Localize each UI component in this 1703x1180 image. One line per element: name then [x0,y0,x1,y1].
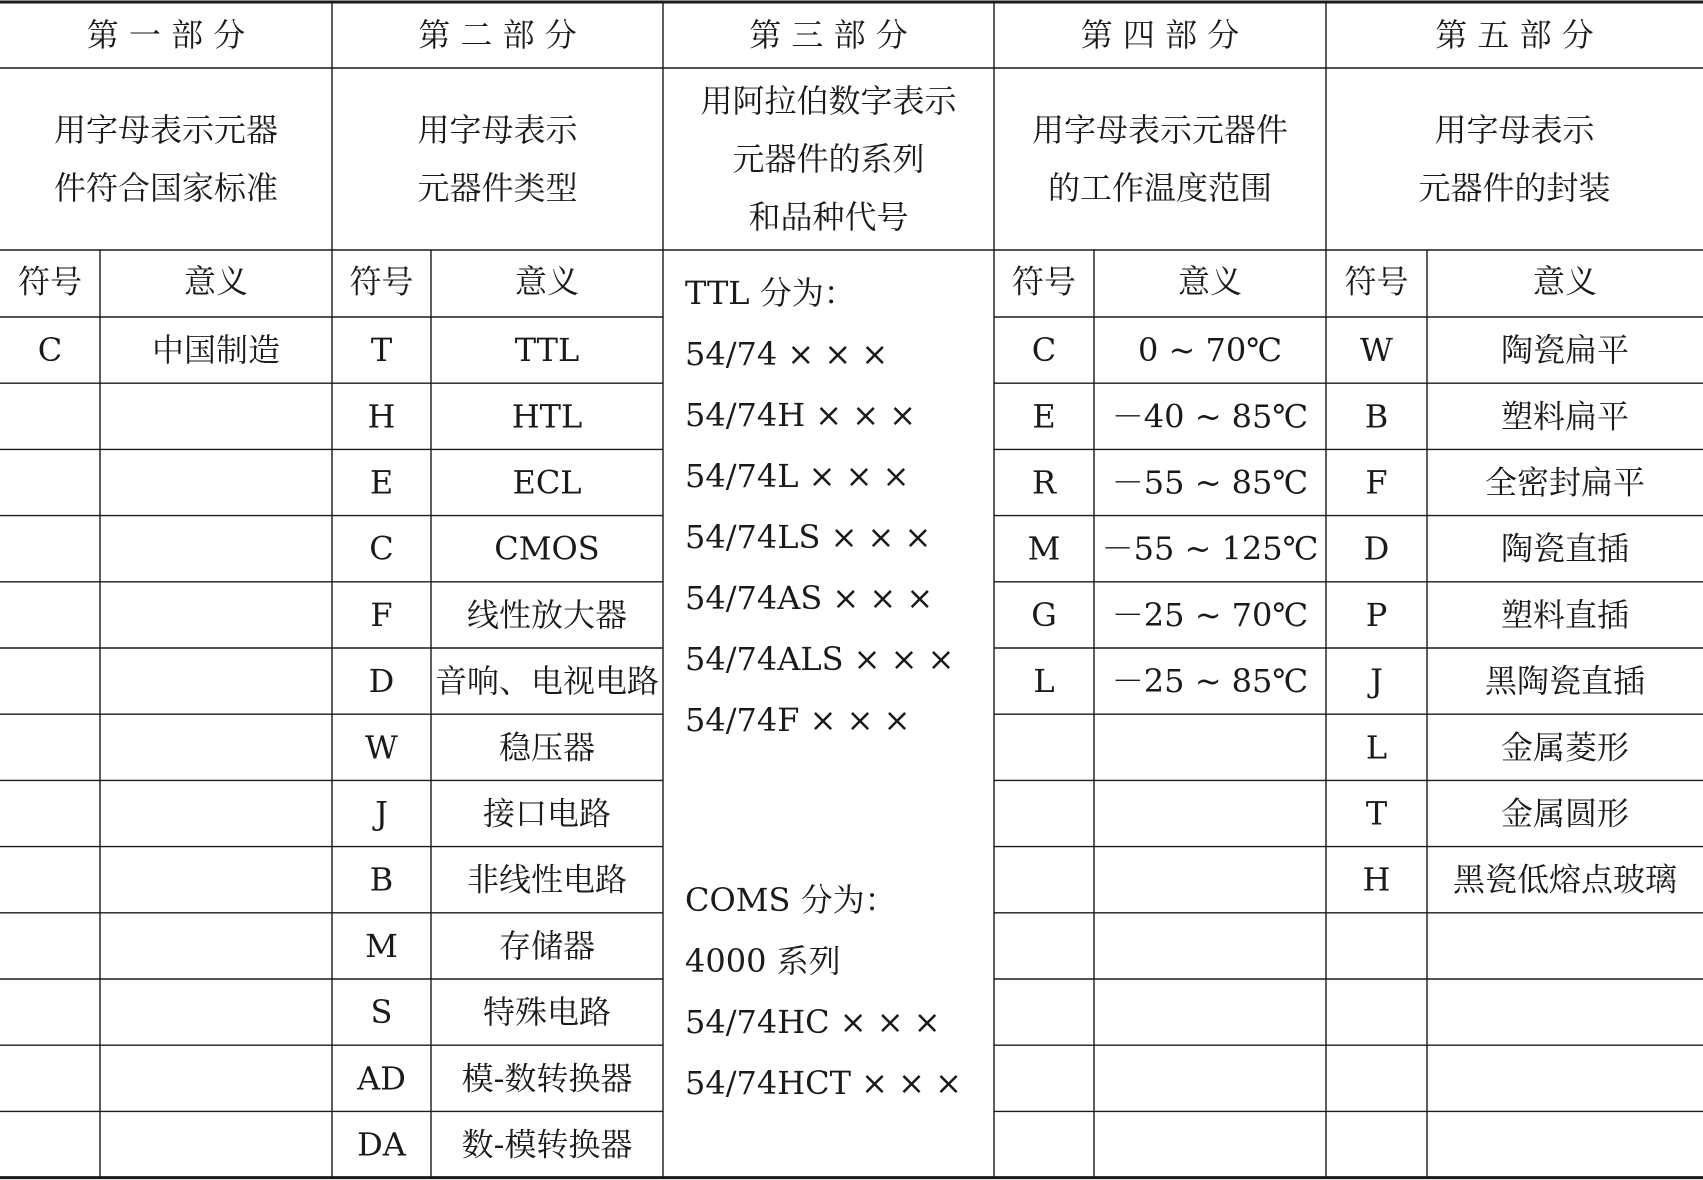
row-meaning: 陶瓷直插 [1500,529,1630,568]
row-symbol: F [1365,463,1388,502]
part3-ttl-item: 54/74ALS × × × [685,640,955,678]
row-symbol: L [1365,728,1388,767]
part3-cmos-item: 54/74HCT × × × [685,1064,962,1102]
col-symbol-label: 符号 [17,262,83,301]
part-description-5: 用字母表示 [1434,111,1595,149]
row-meaning: 黑陶瓷直插 [1484,662,1646,701]
row-symbol: D [368,662,395,701]
row-meaning: HTL [511,397,583,436]
row-symbol: W [1360,331,1393,370]
part-description-1: 用字母表示元器 [53,111,279,149]
row-meaning: －55 ~ 85℃ [1111,463,1309,502]
part-header-5: 第 五 部 分 [1435,16,1594,54]
row-meaning: 数-模转换器 [461,1125,633,1164]
row-symbol: DA [357,1125,406,1164]
part-description-5: 元器件的封装 [1418,169,1611,207]
row-symbol: E [1032,397,1056,436]
row-meaning: 存储器 [498,926,596,965]
row-meaning: 塑料扁平 [1500,397,1630,436]
row-symbol: S [370,993,393,1032]
part-description-3: 用阿拉伯数字表示 [700,82,957,120]
row-meaning: ECL [512,463,582,502]
row-symbol: P [1365,595,1388,634]
row-symbol: E [369,463,394,502]
row-symbol: D [1363,529,1390,568]
part-header-1: 第 一 部 分 [86,16,246,54]
row-meaning: CMOS [494,529,600,568]
table-text [18,16,1677,1164]
row-symbol: C [1031,331,1057,370]
row-meaning: 接口电路 [482,794,612,833]
part3-cmos-item: 4000 系列 [685,942,841,980]
row-meaning: 非线性电路 [466,860,628,899]
row-meaning: 塑料直插 [1500,595,1630,634]
row-meaning: 金属菱形 [1500,728,1630,767]
col-symbol-label: 符号 [1011,262,1077,301]
row-meaning: 特殊电路 [482,993,612,1032]
part-description-4: 的工作温度范围 [1047,169,1273,207]
row-meaning: －40 ~ 85℃ [1111,397,1309,436]
row-symbol: C [37,331,63,370]
col-symbol-label: 符号 [1344,262,1409,301]
row-meaning: 陶瓷扁平 [1500,331,1630,370]
row-meaning: TTL [514,331,580,370]
col-meaning-label: 意义 [1177,262,1243,301]
row-symbol: AD [357,1059,406,1098]
part-description-2: 元器件类型 [417,169,578,207]
row-symbol: H [1362,860,1391,899]
row-symbol: B [369,860,394,899]
row-meaning: 中国制造 [151,331,281,370]
row-meaning: 金属圆形 [1500,794,1630,833]
part3-cmos-item: 54/74HC × × × [685,1003,941,1041]
row-symbol: G [1031,595,1057,634]
part3-ttl-item: 54/74 × × × [685,335,889,373]
col-meaning-label: 意义 [514,262,580,301]
row-symbol: T [1365,794,1388,833]
col-meaning-label: 意义 [183,262,249,301]
part3-ttl-item: 54/74F × × × [685,701,911,739]
row-meaning: 模-数转换器 [461,1059,633,1098]
row-meaning: －25 ~ 70℃ [1111,595,1309,634]
row-symbol: M [365,926,398,965]
part3-ttl-item: 54/74L × × × [685,457,910,495]
row-symbol: J [375,794,388,833]
col-symbol-label: 符号 [349,262,414,301]
part-header-4: 第 四 部 分 [1080,16,1240,54]
row-symbol: M [1027,529,1061,568]
row-symbol: W [365,728,398,767]
row-meaning: 全密封扁平 [1484,463,1646,502]
part3-cmos-title: COMS 分为： [685,881,897,919]
row-symbol: L [1033,662,1055,701]
row-meaning: －55 ~ 125℃ [1101,529,1319,568]
part-description-4: 用字母表示元器件 [1031,111,1289,149]
row-symbol: H [367,397,396,436]
row-meaning: 线性放大器 [466,595,628,634]
part-description-3: 和品种代号 [748,198,909,236]
row-symbol: F [370,595,393,634]
part3-ttl-item: 54/74AS × × × [685,579,934,617]
part-header-3: 第 三 部 分 [749,16,908,54]
row-symbol: B [1364,397,1389,436]
col-meaning-label: 意义 [1532,262,1598,301]
row-meaning: 黑瓷低熔点玻璃 [1452,860,1678,899]
row-symbol: R [1031,463,1057,502]
row-meaning: 音响、电视电路 [434,662,660,701]
part-description-3: 元器件的系列 [732,140,925,178]
part-description-1: 件符合国家标准 [53,169,279,207]
row-meaning: 稳压器 [498,728,596,767]
row-symbol: T [370,331,393,370]
row-symbol: C [369,529,394,568]
part-header-2: 第 二 部 分 [418,16,577,54]
part-description-2: 用字母表示 [417,111,578,149]
row-symbol: J [1370,662,1383,701]
part3-ttl-item: 54/74H × × × [685,396,917,434]
part3-ttl-item: 54/74LS × × × [685,518,932,556]
row-meaning: －25 ~ 85℃ [1111,662,1309,701]
part3-ttl-title: TTL 分为： [685,274,856,312]
row-meaning: 0 ~ 70℃ [1137,331,1283,370]
